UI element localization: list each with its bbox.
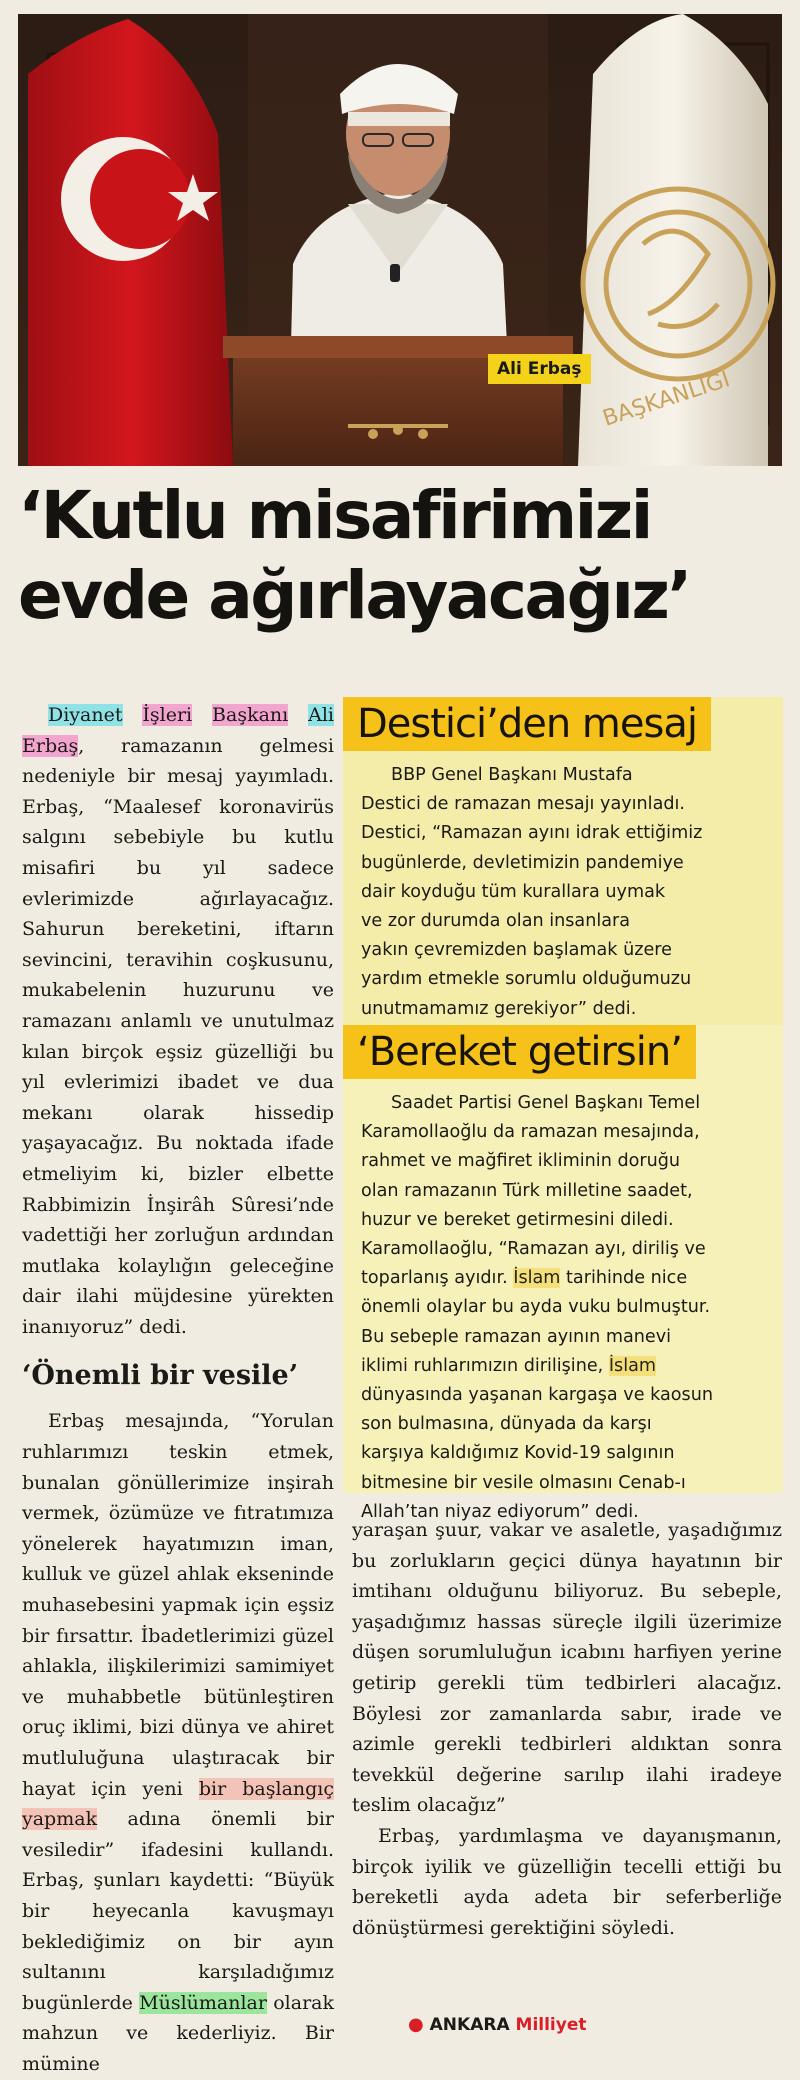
box-body bbox=[343, 751, 771, 1024]
box-line: Saadet Partisi Genel Başkanı Temel bbox=[391, 1093, 701, 1113]
highlight-phrase: bir başlangıç yapmak bbox=[22, 1777, 335, 1831]
headline-line-2: evde ağırlayacağız’ bbox=[18, 557, 690, 634]
bullet-icon: ● bbox=[408, 2014, 424, 2035]
continued-article-column bbox=[352, 1515, 782, 1943]
box-line: olan ramazanın Türk milletine saadet, bbox=[361, 1180, 693, 1201]
box-text: tarihinde nice bbox=[560, 1268, 688, 1289]
signature-city: ANKARA bbox=[429, 2015, 510, 2035]
highlight-word: İslam bbox=[513, 1268, 561, 1289]
box-line: yardım etmekle sorumlu olduğumuzu bbox=[361, 969, 692, 990]
highlight-word: Ali bbox=[308, 704, 334, 726]
highlight-word: Erbaş bbox=[22, 734, 79, 757]
box-line: son bulmasına, dünyada da karşı bbox=[361, 1414, 652, 1435]
box-line: huzur ve bereket getirmesini diledi. bbox=[361, 1209, 674, 1230]
box-line: BBP Genel Başkanı Mustafa bbox=[391, 765, 633, 785]
body-text: adına önemli bir vesiledir” ifadesini kullandı. Erbaş, şunları kaydetti: “Büyük bir heyecanla kavuşmayı beklediğimiz on bir ayın sultanını karşıladığımız bugünlerde bbox=[22, 1808, 334, 2014]
box-line: bitmesine bir vesile olmasını Cenab-ı bbox=[361, 1472, 686, 1493]
headline bbox=[18, 476, 782, 636]
photo-illustration bbox=[18, 14, 782, 466]
headline-line-1: ‘Kutlu misafirimizi bbox=[18, 477, 651, 554]
box-line: Destici, “Ramazan ayını idrak ettiğimiz bbox=[361, 823, 703, 844]
article-photo bbox=[18, 14, 782, 466]
box-text: toparlanış ayıdır. bbox=[361, 1268, 514, 1289]
photo-caption: Ali Erbaş bbox=[488, 354, 591, 384]
box-line: Destici de ramazan mesajı yayınladı. bbox=[361, 794, 685, 815]
body-text: olarak mahzun ve kederliyiz. Bir mümine bbox=[22, 1991, 334, 2075]
box-line bbox=[361, 1264, 771, 1293]
box-title: Destici’den mesaj bbox=[343, 697, 711, 751]
continued-paragraph: Erbaş, yardımlaşma ve dayanışmanın, birçok iyilik ve güzelliğin tecelli ettiği bu bereketli ayda adeta bir seferberliğe dönüştürmesi gerektiğini söyledi. bbox=[352, 1824, 782, 1939]
intro-text: , ramazanın gelmesi nedeniyle bir mesaj yayımladı. Erbaş, “Maalesef koronavirüs salgını sebebiyle bu kutlu misafiri bu yıl sadece evlerimizde ağırlayacağız. Sahurun bereketini, iftarın sevincini, teravihin coşkusunu, mukabelenin huzurunu ve ramazanı anlamlı ve unutulmaz kılan birçok eşsiz güzelliği bu yıl evlerimizi ibadet ve dua mekanı olarak hissedip yaşayacağız. Bu noktada ifade etmeliyim ki, bizler elbette Rabbimizin İnşirâh Sûresi’nde vadettiği her zorluğun ardından mutlaka kolaylığın geleceğine dair ilahi müjdesine yürekten inanıyoruz” dedi. bbox=[22, 734, 334, 1338]
highlight-word: Başkanı bbox=[212, 704, 289, 726]
highlight-word: İslam bbox=[608, 1355, 657, 1376]
seal-text: BAŞKANLIĞI bbox=[599, 367, 734, 432]
main-article-column bbox=[22, 700, 334, 2080]
intro-paragraph bbox=[22, 700, 334, 1342]
box-line: Karamollaoğlu da ramazan mesajında, bbox=[361, 1122, 700, 1143]
box-title: ‘Bereket getirsin’ bbox=[343, 1025, 696, 1079]
box-line: Karamollaoğlu, “Ramazan ayı, diriliş ve bbox=[361, 1239, 706, 1260]
box-line: rahmet ve mağfiret ikliminin doruğu bbox=[361, 1151, 681, 1172]
box-line bbox=[361, 1352, 771, 1381]
destici-box bbox=[343, 697, 783, 1025]
box-line: önemli olaylar bu ayda vuku bulmuştur. bbox=[361, 1297, 711, 1318]
box-line: unutmamamız gerekiyor” dedi. bbox=[361, 998, 637, 1019]
box-line: dünyasında yaşanan kargaşa ve kaosun bbox=[361, 1385, 714, 1406]
box-line: yakın çevremizden başlamak üzere bbox=[361, 940, 672, 961]
body-paragraph bbox=[22, 1406, 334, 2079]
subheading: ‘Önemli bir vesile’ bbox=[22, 1360, 299, 1392]
box-text: iklimi ruhlarımızın dirilişine, bbox=[361, 1355, 609, 1376]
highlight-word: Müslümanlar bbox=[139, 1991, 267, 2014]
continued-paragraph: yaraşan şuur, vakar ve asaletle, yaşadığımız bu zorlukların geçici dünya hayatının bir imtihanı olduğunu biliyoruz. Bu sebeple, yaşadığımız hassas süreçle ilgili üzerimize düşen sorumluluğun icabını harfiyen yerine getirip gerekli tüm tedbirleri alacağız. Böylesi zor zamanlarda sabır, irade ve azimle gerekli tedbirleri aldıktan sonra tevekkül değerine sarılıp ilahi iradeye teslim olacağız” bbox=[352, 1519, 782, 1817]
box-line: dair koyduğu tüm kurallara uymak bbox=[361, 881, 666, 902]
box-line: ve zor durumda olan insanlara bbox=[361, 911, 631, 932]
box-line: Bu sebeple ramazan ayının manevi bbox=[361, 1326, 672, 1347]
box-line: karşıya kaldığımız Kovid-19 salgının bbox=[361, 1443, 675, 1464]
box-body bbox=[343, 1079, 771, 1527]
signature-brand: Milliyet bbox=[515, 2015, 587, 2035]
bereket-box bbox=[343, 1025, 783, 1522]
highlight-word: İşleri bbox=[142, 704, 193, 726]
highlight-word: Diyanet bbox=[48, 704, 123, 726]
box-line: Allah’tan niyaz ediyorum” dedi. bbox=[361, 1501, 639, 1522]
signature bbox=[408, 2012, 587, 2038]
box-line: bugünlerde, devletimizin pandemiye bbox=[361, 852, 684, 873]
body-text: Erbaş mesajında, “Yorulan ruhlarımızı teskin etmek, bunalan gönüllerimize inşirah vermek, özümüze ve fıtratımıza yönelerek hayatımızın iman, kulluk ve güzel ahlak ekseninde muhasebesini yapmak için eşsiz bir fırsattır. İbadetlerimizi güzel ahlakla, ilişkilerimizi samimiyet ve muhabbetle bütünleştiren oruç iklimi, bizi dünya ve ahiret mutluluğuna ulaştıracak bir hayat için yeni bbox=[22, 1410, 334, 1800]
